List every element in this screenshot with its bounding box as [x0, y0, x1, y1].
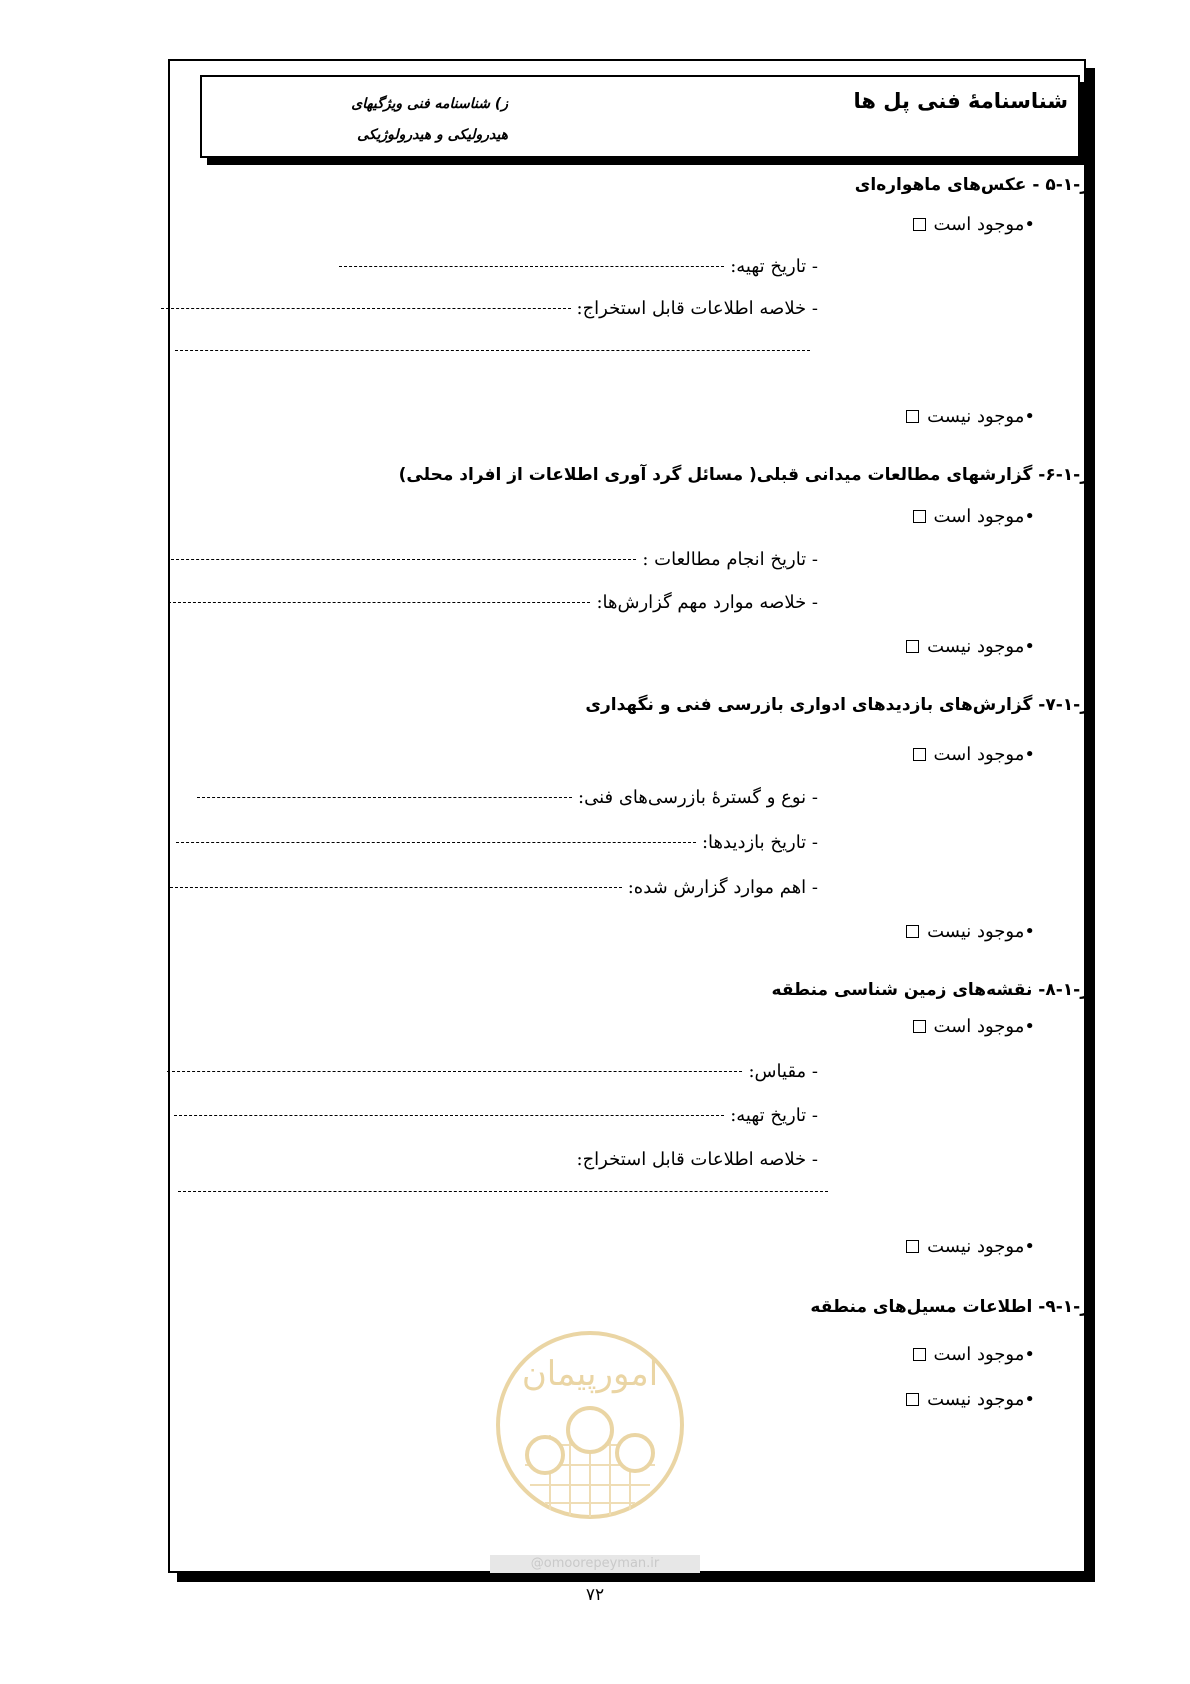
bullet: • [1024, 636, 1035, 657]
section-8-available: • موجود است [913, 1012, 1091, 1042]
fill-line[interactable] [167, 1071, 742, 1072]
field-label: - تاریخ تهیه: [730, 256, 818, 277]
fill-line[interactable] [176, 842, 696, 843]
available-checkbox[interactable] [913, 218, 926, 231]
blank-fill-line[interactable] [175, 350, 810, 351]
fill-line[interactable] [171, 559, 636, 560]
bullet: • [1024, 1389, 1035, 1410]
available-checkbox[interactable] [913, 510, 926, 523]
bullet: • [1024, 1236, 1035, 1257]
section-8-summary-field [577, 1145, 829, 1175]
section-7-not-available: • موجود نیست [906, 917, 1090, 947]
header-subtitle-line2: هیدرولیکی و هیدرولوژیکی [357, 127, 508, 143]
fill-line[interactable] [339, 266, 724, 267]
field-label: - خلاصه اطلاعات قابل استخراج: [576, 1149, 818, 1170]
available-checkbox[interactable] [913, 1020, 926, 1033]
section-5-heading: ز-۱-۵ - عکس‌های ماهواره‌ای [854, 175, 1090, 195]
not-available-checkbox[interactable] [906, 410, 919, 423]
section-9-available: • موجود است [913, 1340, 1091, 1370]
section-6-not-available: • موجود نیست [906, 632, 1090, 662]
field-label: - مقیاس: [748, 1061, 818, 1082]
field-label: - تاریخ بازدیدها: [701, 832, 818, 853]
field-label: - نوع و گسترهٔ بازرسی‌های فنی: [578, 787, 818, 808]
section-5-summary-field [161, 294, 829, 324]
section-5-not-available: • موجود نیست [906, 402, 1090, 432]
section-6-date-field [171, 545, 828, 575]
not-available-checkbox[interactable] [906, 1393, 919, 1406]
section-6-heading: ز-۱-۶- گزارشهای مطالعات میدانی قبلی( مسائل گرد آوری اطلاعات از افراد محلی) [398, 465, 1090, 485]
bullet: • [1024, 921, 1035, 942]
bullet: • [1024, 406, 1035, 427]
available-checkbox[interactable] [913, 1348, 926, 1361]
bullet: • [1024, 506, 1035, 527]
field-label: - اهم موارد گزارش شده: [627, 877, 818, 898]
header-subtitle-line1: ز) شناسنامه فنی ویژگیهای [351, 96, 508, 112]
fill-line[interactable] [161, 308, 571, 309]
blank-fill-line[interactable] [178, 1191, 828, 1192]
field-label: - خلاصه موارد مهم گزارش‌ها: [596, 592, 818, 613]
page-number: ۷۲ [585, 1585, 605, 1605]
section-7-heading: ز-۱-۷- گزارش‌های بازدیدهای ادواری بازرسی فنی و نگهداری [585, 695, 1090, 715]
not-available-checkbox[interactable] [906, 925, 919, 938]
header-title: شناسنامهٔ فنی پل ها [853, 89, 1068, 113]
available-checkbox[interactable] [913, 748, 926, 761]
bullet: • [1024, 744, 1035, 765]
section-7-items-field [170, 873, 828, 903]
bullet: • [1024, 1344, 1035, 1365]
section-7-dates-field [176, 828, 828, 858]
watermark-url: @omoorepeyman.ir [490, 1555, 700, 1573]
fill-line[interactable] [174, 1115, 724, 1116]
fill-line[interactable] [168, 602, 590, 603]
watermark-logo [490, 1325, 690, 1525]
section-7-available: • موجود است [913, 740, 1091, 770]
section-8-date-field [174, 1101, 828, 1131]
section-8-scale-field [167, 1057, 828, 1087]
section-9-heading: ز-۱-۹- اطلاعات مسیل‌های منطقه [810, 1297, 1090, 1317]
section-8-not-available: • موجود نیست [906, 1232, 1090, 1262]
field-label: - خلاصه اطلاعات قابل استخراج: [576, 298, 818, 319]
section-5-available: • موجود است [913, 210, 1091, 240]
section-7-type-field [197, 783, 828, 813]
section-8-heading: ز-۱-۸- نقشه‌های زمین شناسی منطقه [771, 980, 1090, 1000]
field-label: - تاریخ تهیه: [730, 1105, 818, 1126]
not-available-checkbox[interactable] [906, 1240, 919, 1253]
field-label: - تاریخ انجام مطالعات : [642, 549, 818, 570]
section-6-available: • موجود است [913, 502, 1091, 532]
section-9-not-available: • موجود نیست [906, 1385, 1090, 1415]
section-5-date-field [339, 252, 828, 282]
not-available-checkbox[interactable] [906, 640, 919, 653]
fill-line[interactable] [170, 887, 622, 888]
fill-line[interactable] [197, 797, 572, 798]
svg-text:امورپیمان: امورپیمان [521, 1354, 659, 1394]
section-6-summary-field [168, 588, 828, 618]
bullet: • [1024, 1016, 1035, 1037]
bullet: • [1024, 214, 1035, 235]
